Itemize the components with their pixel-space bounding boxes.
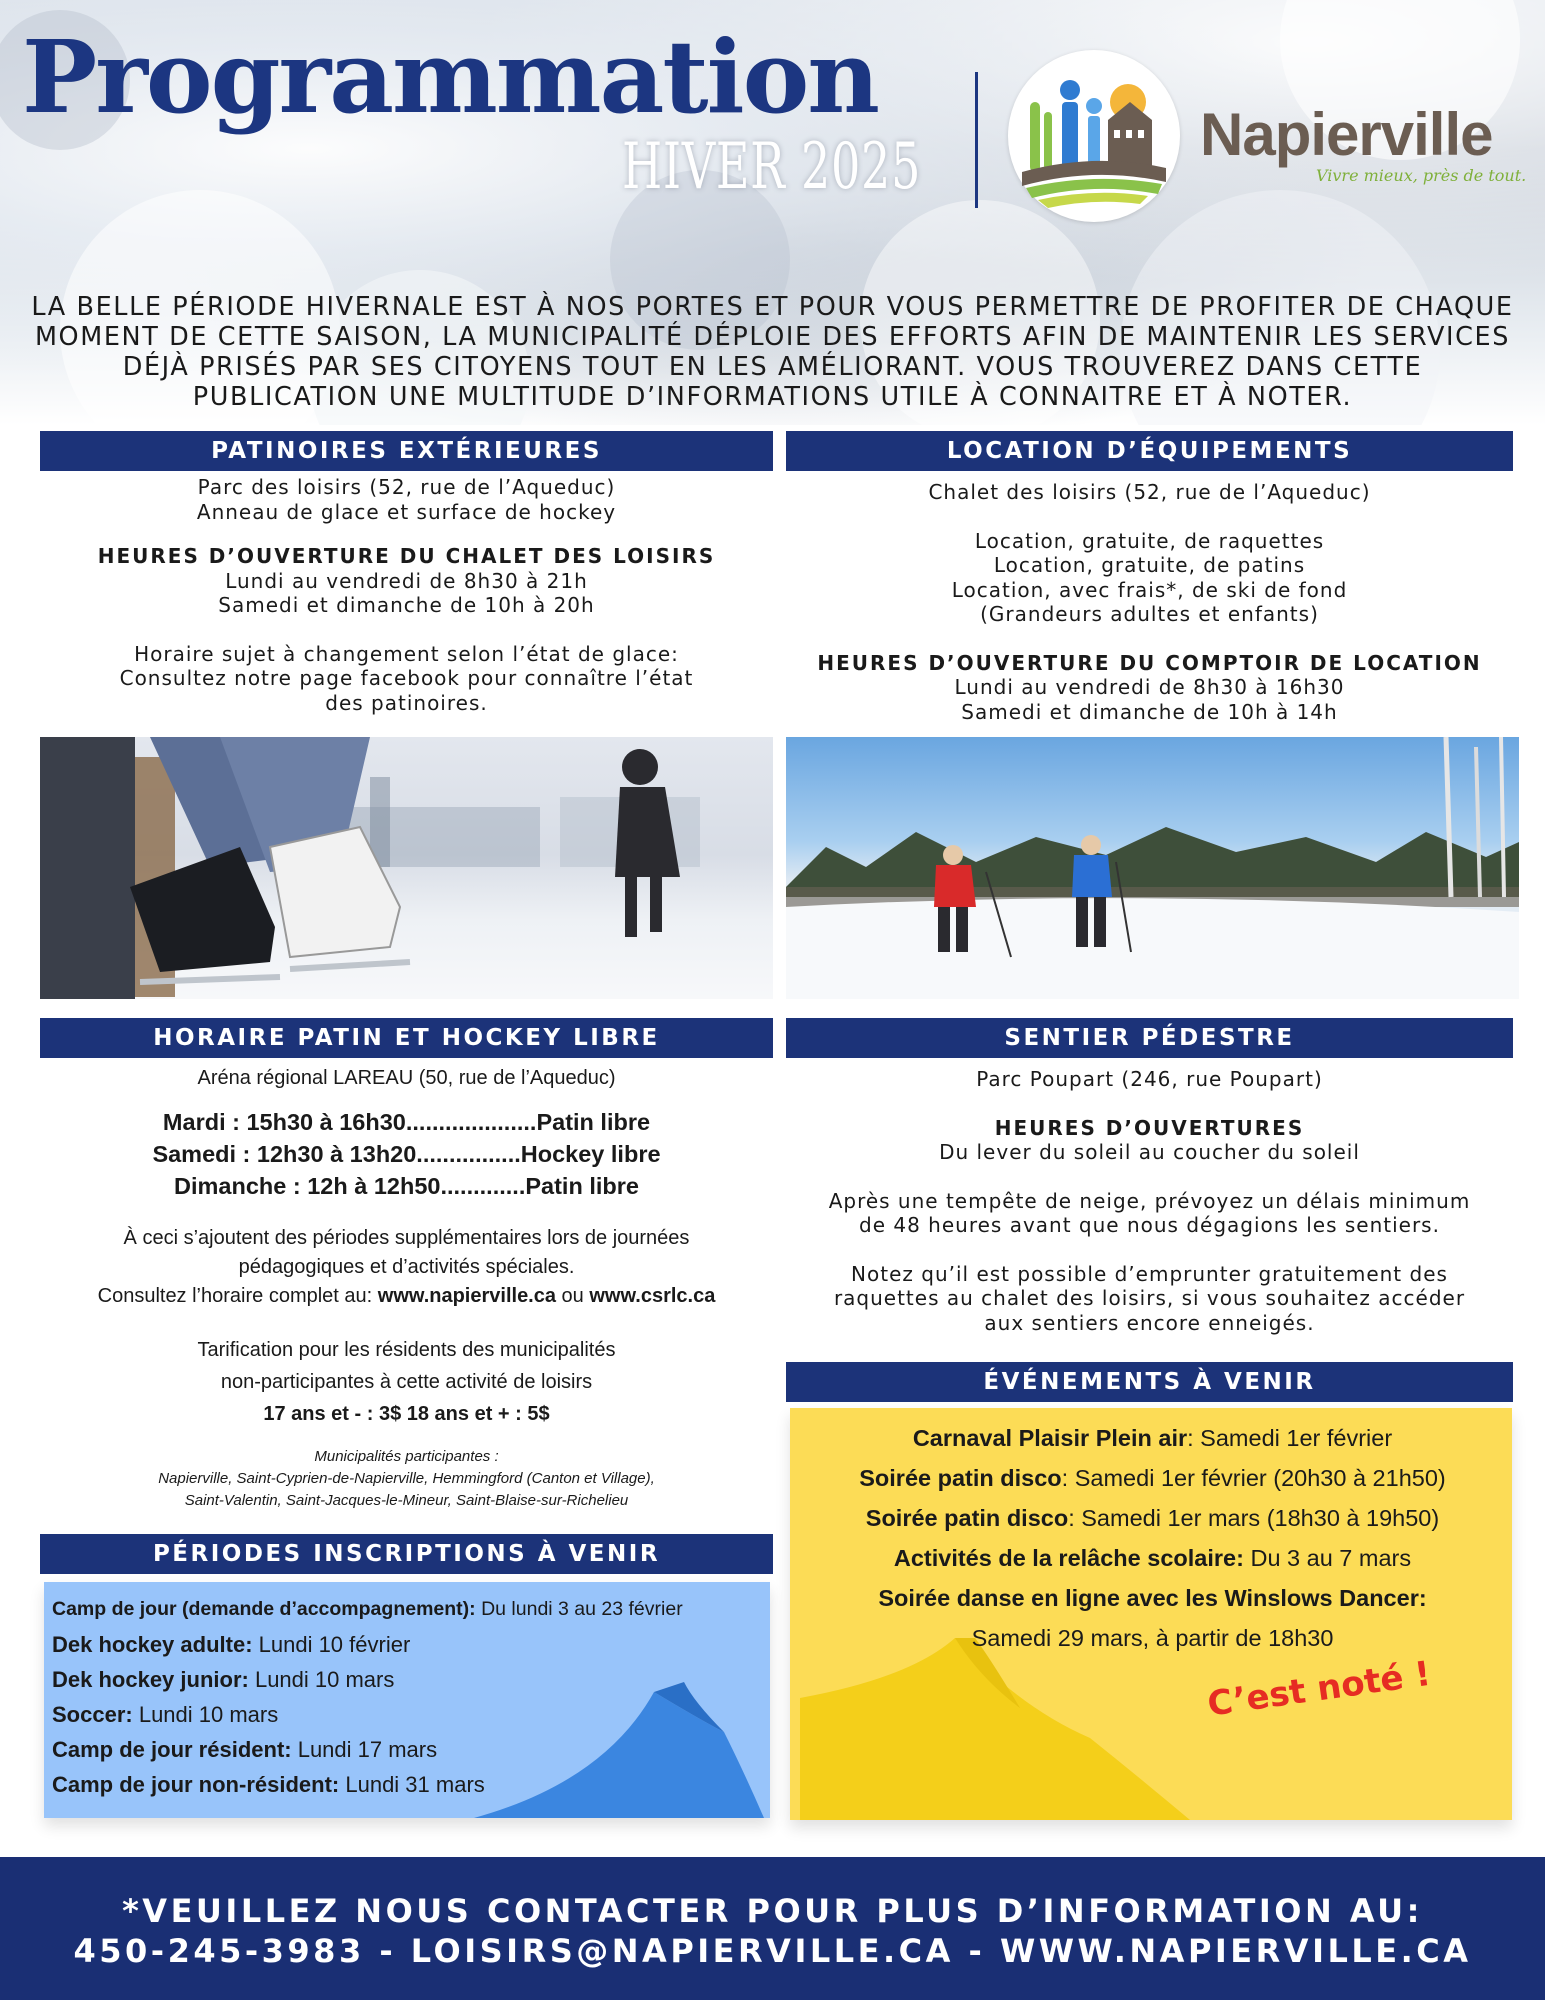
cest-note-stamp: C’est noté ! xyxy=(1205,1653,1434,1725)
logo-name: Napierville xyxy=(1200,101,1493,168)
item-value: : Samedi 1er février (20h30 à 21h50) xyxy=(1061,1465,1446,1491)
schedule-row: Samedi : 12h30 à 13h20................Hockey libre xyxy=(152,1141,661,1167)
section-title-patinoires: PATINOIRES EXTÉRIEURES xyxy=(40,431,773,471)
item-value: Du 3 au 7 mars xyxy=(1243,1545,1412,1571)
item-label: Soirée danse en ligne avec les Winslows Dancer: xyxy=(878,1585,1427,1611)
napierville-link[interactable]: www.napierville.ca xyxy=(377,1285,556,1307)
sentier-text: Notez qu’il est possible d’emprunter gratuitement des xyxy=(851,1261,1448,1286)
horaire-extra-text: ou xyxy=(556,1285,590,1307)
patinoires-address: Parc des loisirs (52, rue de l’Aqueduc) xyxy=(197,475,616,499)
location-hours-title: HEURES D’OUVERTURE DU COMPTOIR DE LOCATION xyxy=(817,650,1482,675)
item-value: Lundi 31 mars xyxy=(339,1772,485,1797)
item-label: Carnaval Plaisir Plein air xyxy=(912,1425,1188,1451)
title-divider xyxy=(975,72,978,208)
item-value: Du lundi 3 au 23 février xyxy=(475,1598,683,1620)
section-title-horaire: HORAIRE PATIN ET HOCKEY LIBRE xyxy=(40,1018,773,1058)
sentier-text: de 48 heures avant que nous dégagions les sentiers. xyxy=(859,1213,1440,1237)
tarif-line: non-participantes à cette activité de loisirs xyxy=(220,1371,593,1393)
list-item xyxy=(52,1627,764,1662)
item-label: Dek hockey adulte: xyxy=(52,1632,253,1657)
municipalites-line: Napierville, Saint-Cyprien-de-Napierville, Hemmingford (Canton et Village), xyxy=(158,1470,655,1487)
intro-line: PUBLICATION UNE MULTITUDE D’INFORMATIONS UTILE À CONNAITRE ET À NOTER. xyxy=(192,382,1353,412)
sentier-text: aux sentiers encore enneigés. xyxy=(984,1310,1315,1335)
patinoires-description: Anneau de glace et surface de hockey xyxy=(196,499,617,524)
list-item xyxy=(52,1767,764,1802)
municipalites-line: Saint-Valentin, Saint-Jacques-le-Mineur, Saint-Blaise-sur-Richelieu xyxy=(184,1492,629,1509)
sentier-text: raquettes au chalet des loisirs, si vous souhaitez accéder xyxy=(833,1286,1466,1310)
item-value: Lundi 10 mars xyxy=(132,1702,279,1727)
list-item xyxy=(52,1662,764,1697)
sentier-address: Parc Poupart (246, rue Poupart) xyxy=(976,1067,1323,1091)
section-title-inscriptions: PÉRIODES INSCRIPTIONS À VENIR xyxy=(40,1534,773,1574)
evenements-list xyxy=(800,1418,1505,1658)
location-hours-weekday: Lundi au vendredi de 8h30 à 16h30 xyxy=(954,675,1345,699)
patinoires-note: Consultez notre page facebook pour connaître l’état xyxy=(119,666,694,690)
list-item xyxy=(52,1697,764,1732)
list-item xyxy=(800,1458,1505,1498)
list-item xyxy=(800,1538,1505,1578)
patinoires-hours-weekday: Lundi au vendredi de 8h30 à 21h xyxy=(225,568,588,593)
patinoires-note: Horaire sujet à changement selon l’état de glace: xyxy=(134,641,679,666)
intro-line: DÉJÀ PRISÉS PAR SES CITOYENS TOUT EN LES AMÉLIORANT. VOUS TROUVEREZ DANS CETTE xyxy=(122,352,1423,382)
item-value: Lundi 10 février xyxy=(252,1632,411,1657)
municipalites-title: Municipalités participantes : xyxy=(314,1448,499,1465)
intro-line: LA BELLE PÉRIODE HIVERNALE EST À NOS PORTES ET POUR VOUS PERMETTRE DE PROFITER DE CHAQUE xyxy=(31,292,1514,322)
horaire-extra xyxy=(40,1224,773,1311)
item-label: Soccer: xyxy=(52,1702,133,1727)
horaire-tarif xyxy=(40,1334,773,1430)
item-label: Dek hockey junior: xyxy=(52,1667,249,1692)
horaire-schedule xyxy=(40,1106,773,1202)
list-item: Samedi 29 mars, à partir de 18h30 xyxy=(971,1625,1334,1651)
item-label: Camp de jour résident: xyxy=(52,1737,292,1762)
item-label: Camp de jour non-résident: xyxy=(52,1772,340,1797)
footer-contact-info[interactable]: 450-245-3983 - LOISIRS@NAPIERVILLE.CA - WWW.NAPIERVILLE.CA xyxy=(73,1932,1472,1970)
header-banner xyxy=(0,0,1545,425)
schedule-row: Dimanche : 12h à 12h50.............Patin libre xyxy=(174,1173,639,1199)
ice-skates-icon xyxy=(40,737,773,999)
tarif-line: Tarification pour les résidents des municipalités xyxy=(197,1339,616,1361)
patinoires-hours-title: HEURES D’OUVERTURE DU CHALET DES LOISIRS xyxy=(97,544,716,568)
item-label: Activités de la relâche scolaire: xyxy=(893,1545,1244,1571)
list-item xyxy=(800,1498,1505,1538)
snowshoeing-icon xyxy=(786,737,1519,999)
napierville-logo xyxy=(1008,50,1180,222)
logo-tagline: Vivre mieux, près de tout. xyxy=(1316,166,1527,185)
schedule-row: Mardi : 15h30 à 16h30....................Patin libre xyxy=(162,1109,651,1135)
location-item: Location, gratuite, de raquettes xyxy=(974,528,1325,553)
location-address: Chalet des loisirs (52, rue de l’Aqueduc) xyxy=(928,480,1371,504)
inscriptions-list xyxy=(52,1592,764,1802)
list-item xyxy=(52,1732,764,1767)
csrlc-link[interactable]: www.csrlc.ca xyxy=(589,1285,716,1307)
list-item xyxy=(800,1418,1505,1458)
footer-contact xyxy=(0,1857,1545,2000)
location-hours-weekend: Samedi et dimanche de 10h à 14h xyxy=(961,699,1338,724)
sentier-hours: Du lever du soleil au coucher du soleil xyxy=(939,1140,1360,1164)
snowshoe-photo xyxy=(786,737,1519,999)
patinoires-note: des patinoires. xyxy=(325,690,488,715)
item-value: : Samedi 1er mars (18h30 à 19h50) xyxy=(1068,1505,1440,1531)
list-item xyxy=(52,1592,764,1627)
logo-family-icon xyxy=(1008,50,1180,222)
horaire-extra-text: Consultez l’horaire complet au: xyxy=(97,1285,378,1307)
location-content xyxy=(786,480,1513,724)
location-item: Location, gratuite, de patins xyxy=(993,553,1306,577)
footer-line: *VEUILLEZ NOUS CONTACTER POUR PLUS D’INFORMATION AU: xyxy=(122,1892,1423,1930)
item-label: Camp de jour (demande d’accompagnement): xyxy=(52,1598,476,1620)
sentier-content xyxy=(786,1067,1513,1335)
patinoires-content xyxy=(40,475,773,715)
sentier-hours-title: HEURES D’OUVERTURES xyxy=(994,1115,1305,1140)
item-label: Soirée patin disco xyxy=(865,1505,1069,1531)
municipalites-list xyxy=(40,1446,773,1512)
item-value: : Samedi 1er février xyxy=(1187,1425,1393,1451)
location-item: Location, avec frais*, de ski de fond xyxy=(951,577,1348,602)
section-title-location: LOCATION D’ÉQUIPEMENTS xyxy=(786,431,1513,471)
page-title: Programmation xyxy=(22,18,878,136)
horaire-extra-line: À ceci s’ajoutent des périodes supplémentaires lors de journées xyxy=(123,1227,690,1249)
page-subtitle: HIVER 2025 xyxy=(622,130,922,204)
skating-photo xyxy=(40,737,773,999)
horaire-location: Aréna régional LAREAU (50, rue de l’Aqueduc) xyxy=(197,1067,616,1089)
tarif-price: 17 ans et - : 3$ 18 ans et + : 5$ xyxy=(263,1403,550,1425)
item-value: Lundi 17 mars xyxy=(291,1737,438,1762)
horaire-extra-line xyxy=(40,1282,773,1311)
intro-paragraph xyxy=(0,292,1545,412)
horaire-extra-line: pédagogiques et d’activités spéciales. xyxy=(238,1256,575,1278)
patinoires-hours-weekend: Samedi et dimanche de 10h à 20h xyxy=(218,593,595,617)
section-title-sentier: SENTIER PÉDESTRE xyxy=(786,1018,1513,1058)
item-value: Lundi 10 mars xyxy=(248,1667,395,1692)
list-item xyxy=(800,1578,1505,1618)
intro-line: MOMENT DE CETTE SAISON, LA MUNICIPALITÉ DÉPLOIE DES EFFORTS AFIN DE MAINTENIR LES SERVICES xyxy=(34,322,1511,352)
sentier-text: Après une tempête de neige, prévoyez un délais minimum xyxy=(828,1188,1471,1213)
item-label: Soirée patin disco xyxy=(859,1465,1062,1491)
section-title-evenements: ÉVÉNEMENTS À VENIR xyxy=(786,1362,1513,1402)
location-item: (Grandeurs adultes et enfants) xyxy=(980,602,1319,626)
